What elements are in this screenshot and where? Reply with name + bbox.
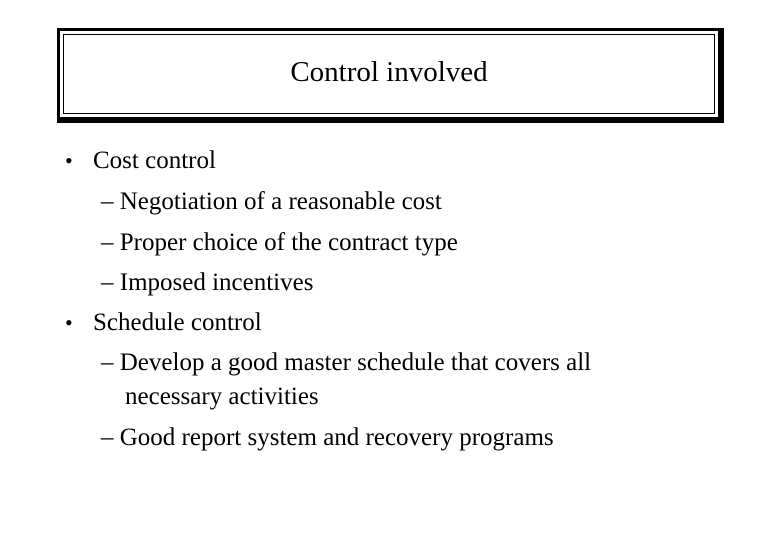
- bullet-item-schedule-control: Schedule control: [93, 309, 262, 336]
- slide-title-box: [57, 28, 724, 123]
- slide-title: Control involved: [290, 55, 488, 88]
- bullet-icon: •: [65, 310, 73, 335]
- subitem-master-schedule-continued: necessary activities: [125, 383, 319, 410]
- subitem-imposed-incentives: – Imposed incentives: [101, 269, 314, 296]
- bullet-item-cost-control: Cost control: [93, 147, 216, 174]
- subitem-negotiation: – Negotiation of a reasonable cost: [101, 188, 442, 215]
- bullet-icon: •: [65, 148, 73, 173]
- subitem-report-system: – Good report system and recovery programs: [101, 424, 554, 451]
- subitem-master-schedule: – Develop a good master schedule that covers all: [101, 349, 592, 376]
- subitem-contract-type: – Proper choice of the contract type: [101, 229, 458, 256]
